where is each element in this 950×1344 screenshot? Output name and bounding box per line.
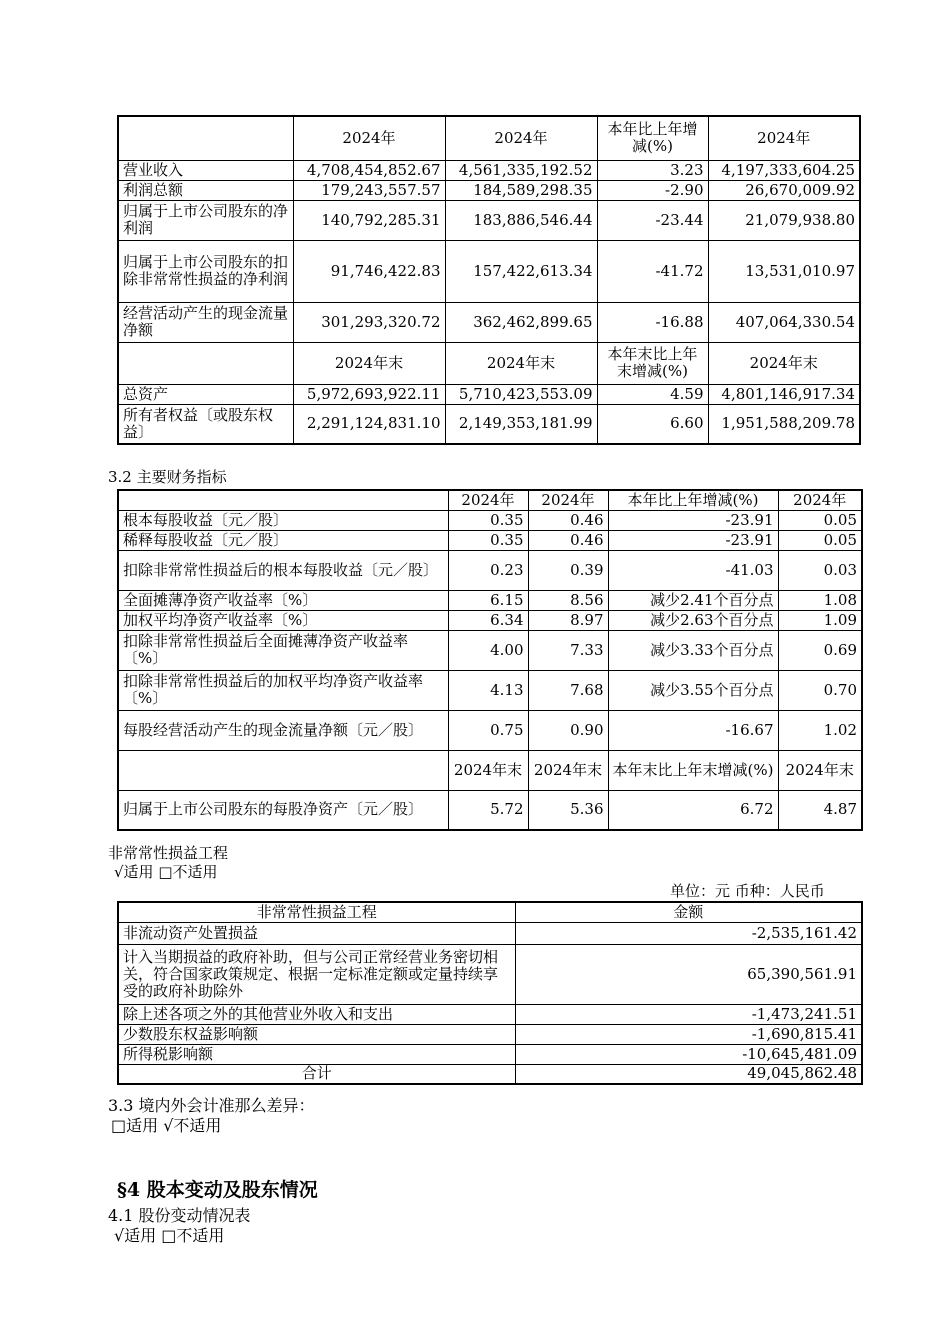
table-row [118, 404, 860, 444]
header-blank-cell [118, 750, 448, 790]
cell-value: 7.68 [528, 670, 608, 710]
cell-value: 184,589,298.35 [445, 180, 597, 200]
cell-value: -1,690,815.41 [515, 1024, 862, 1044]
cell-value: 6.34 [448, 610, 528, 630]
cell-value: 0.39 [528, 550, 608, 590]
applicability-check-line: √适用 □不适用 [114, 1226, 225, 1245]
table-row [118, 1044, 862, 1064]
cell-value: 8.56 [528, 590, 608, 610]
cell-value: 0.05 [778, 530, 862, 550]
cell-value: 0.35 [448, 530, 528, 550]
cell-value: 407,064,330.54 [708, 302, 860, 342]
row-label: 少数股东权益影响额 [118, 1024, 515, 1044]
cell-value: 6.72 [608, 790, 778, 830]
main-financial-indicators-table [117, 489, 863, 831]
column-header: 本年比上年增减(%) [608, 490, 778, 510]
cell-value: -23.91 [608, 510, 778, 530]
cell-value: -2,535,161.42 [515, 922, 862, 944]
table-row [118, 590, 862, 610]
cell-value: 减少2.41个百分点 [608, 590, 778, 610]
nonrecurring-items-table [117, 901, 863, 1085]
unit-currency-note: 单位：元 币种：人民币 [670, 882, 825, 900]
table-header-row [118, 750, 862, 790]
row-label: 所有者权益〔或股东权益〕 [118, 404, 293, 444]
table-row [118, 384, 860, 404]
cell-value: -1,473,241.51 [515, 1004, 862, 1024]
table-row [118, 550, 862, 590]
cell-value: 6.60 [597, 404, 708, 444]
table-row [118, 670, 862, 710]
table-row [118, 790, 862, 830]
cell-value: 4.87 [778, 790, 862, 830]
column-header: 本年比上年增减(%) [597, 116, 708, 160]
header-blank-cell [118, 342, 293, 384]
column-header: 本年末比上年末增减(%) [597, 342, 708, 384]
cell-value: 0.90 [528, 710, 608, 750]
cell-value: 减少3.33个百分点 [608, 630, 778, 670]
cell-value: 7.33 [528, 630, 608, 670]
table-row [118, 160, 860, 180]
cell-value: -23.91 [608, 530, 778, 550]
section-title-4-1: 4.1 股份变动情况表 [108, 1206, 251, 1225]
column-header: 非常常性损益工程 [118, 902, 515, 922]
cell-value: -41.03 [608, 550, 778, 590]
cell-value: 4.00 [448, 630, 528, 670]
applicability-check-line: √适用 □不适用 [114, 863, 218, 881]
cell-value: 5,710,423,553.09 [445, 384, 597, 404]
cell-value: 3.23 [597, 160, 708, 180]
column-header: 金额 [515, 902, 862, 922]
row-label: 根本每股收益〔元／股〕 [118, 510, 448, 530]
row-label: 每股经营活动产生的现金流量净额〔元／股〕 [118, 710, 448, 750]
header-blank-cell [118, 116, 293, 160]
cell-value: -23.44 [597, 200, 708, 240]
column-header: 2024年 [448, 490, 528, 510]
cell-value: 0.69 [778, 630, 862, 670]
row-label: 所得税影响额 [118, 1044, 515, 1064]
row-label: 归属于上市公司股东的净利润 [118, 200, 293, 240]
cell-value: 0.03 [778, 550, 862, 590]
row-label: 扣除非常常性损益后的根本每股收益〔元／股〕 [118, 550, 448, 590]
column-header: 2024年末 [528, 750, 608, 790]
row-label: 扣除非常常性损益后的加权平均净资产收益率〔%〕 [118, 670, 448, 710]
column-header: 2024年 [293, 116, 445, 160]
cell-value: 4,561,335,192.52 [445, 160, 597, 180]
cell-value: 26,670,009.92 [708, 180, 860, 200]
cell-value: 2,291,124,831.10 [293, 404, 445, 444]
key-financial-data-table [117, 115, 861, 445]
cell-value: 4,801,146,917.34 [708, 384, 860, 404]
table-row [118, 944, 862, 1004]
table-total-row [118, 1064, 862, 1084]
section-title-3-2: 3.2 主要财务指标 [108, 468, 227, 486]
cell-value: 1.09 [778, 610, 862, 630]
cell-value: -41.72 [597, 240, 708, 302]
cell-value: 1,951,588,209.78 [708, 404, 860, 444]
row-label: 计入当期损益的政府补助，但与公司正常经营业务密切相关，符合国家政策规定、根据一定标准定额或定量持续享受的政府补助除外 [118, 944, 515, 1004]
cell-value: 0.46 [528, 510, 608, 530]
cell-value: -2.90 [597, 180, 708, 200]
cell-value: 2,149,353,181.99 [445, 404, 597, 444]
column-header: 2024年末 [293, 342, 445, 384]
cell-value: 0.05 [778, 510, 862, 530]
cell-value: 0.23 [448, 550, 528, 590]
table-row [118, 240, 860, 302]
header-blank-cell [118, 490, 448, 510]
table-row [118, 510, 862, 530]
row-label: 归属于上市公司股东的扣除非常常性损益的净利润 [118, 240, 293, 302]
cell-value: 0.46 [528, 530, 608, 550]
table-row [118, 180, 860, 200]
applicability-check-line: □适用 √不适用 [111, 1116, 222, 1135]
row-label: 利润总额 [118, 180, 293, 200]
cell-value: 5.72 [448, 790, 528, 830]
cell-value: 0.70 [778, 670, 862, 710]
section-heading-4: §4 股本变动及股东情况 [117, 1179, 318, 1201]
total-label: 合计 [118, 1064, 515, 1084]
cell-value: 140,792,285.31 [293, 200, 445, 240]
cell-value: -16.88 [597, 302, 708, 342]
cell-value: 179,243,557.57 [293, 180, 445, 200]
cell-value: 8.97 [528, 610, 608, 630]
column-header: 2024年 [778, 490, 862, 510]
cell-value: 5.36 [528, 790, 608, 830]
table-header-row [118, 116, 860, 160]
row-label: 加权平均净资产收益率〔%〕 [118, 610, 448, 630]
cell-value: 91,746,422.83 [293, 240, 445, 302]
table-header-row [118, 342, 860, 384]
cell-value: 6.15 [448, 590, 528, 610]
cell-value: 减少2.63个百分点 [608, 610, 778, 630]
row-label: 归属于上市公司股东的每股净资产〔元／股〕 [118, 790, 448, 830]
cell-value: 5,972,693,922.11 [293, 384, 445, 404]
cell-value: 0.35 [448, 510, 528, 530]
column-header: 本年末比上年末增减(%) [608, 750, 778, 790]
table-header-row [118, 902, 862, 922]
cell-value: 13,531,010.97 [708, 240, 860, 302]
table-row [118, 610, 862, 630]
row-label: 营业收入 [118, 160, 293, 180]
cell-value: 0.75 [448, 710, 528, 750]
table-row [118, 530, 862, 550]
cell-value: 183,886,546.44 [445, 200, 597, 240]
cell-value: 65,390,561.91 [515, 944, 862, 1004]
column-header: 2024年 [445, 116, 597, 160]
column-header: 2024年 [708, 116, 860, 160]
table-row [118, 922, 862, 944]
cell-value: 21,079,938.80 [708, 200, 860, 240]
table-row [118, 302, 860, 342]
row-label: 扣除非常常性损益后全面摊薄净资产收益率〔%〕 [118, 630, 448, 670]
cell-value: -16.67 [608, 710, 778, 750]
cell-value: 157,422,613.34 [445, 240, 597, 302]
table-row [118, 200, 860, 240]
column-header: 2024年末 [448, 750, 528, 790]
column-header: 2024年末 [445, 342, 597, 384]
row-label: 全面摊薄净资产收益率〔%〕 [118, 590, 448, 610]
row-label: 经营活动产生的现金流量净额 [118, 302, 293, 342]
column-header: 2024年末 [778, 750, 862, 790]
row-label: 总资产 [118, 384, 293, 404]
cell-value: -10,645,481.09 [515, 1044, 862, 1064]
cell-value: 减少3.55个百分点 [608, 670, 778, 710]
column-header: 2024年末 [708, 342, 860, 384]
cell-value: 4,197,333,604.25 [708, 160, 860, 180]
cell-value: 362,462,899.65 [445, 302, 597, 342]
section-title-3-3: 3.3 境内外会计准那么差异： [108, 1096, 315, 1115]
row-label: 稀释每股收益〔元／股〕 [118, 530, 448, 550]
cell-value: 4,708,454,852.67 [293, 160, 445, 180]
table-row [118, 1004, 862, 1024]
cell-value: 4.59 [597, 384, 708, 404]
cell-value: 301,293,320.72 [293, 302, 445, 342]
table-row [118, 630, 862, 670]
table-header-row [118, 490, 862, 510]
column-header: 2024年 [528, 490, 608, 510]
cell-value: 1.02 [778, 710, 862, 750]
table-row [118, 710, 862, 750]
cell-value: 4.13 [448, 670, 528, 710]
total-value: 49,045,862.48 [515, 1064, 862, 1084]
row-label: 非流动资产处置损益 [118, 922, 515, 944]
table-row [118, 1024, 862, 1044]
cell-value: 1.08 [778, 590, 862, 610]
nonrecurring-title: 非常常性损益工程 [108, 844, 229, 862]
row-label: 除上述各项之外的其他营业外收入和支出 [118, 1004, 515, 1024]
